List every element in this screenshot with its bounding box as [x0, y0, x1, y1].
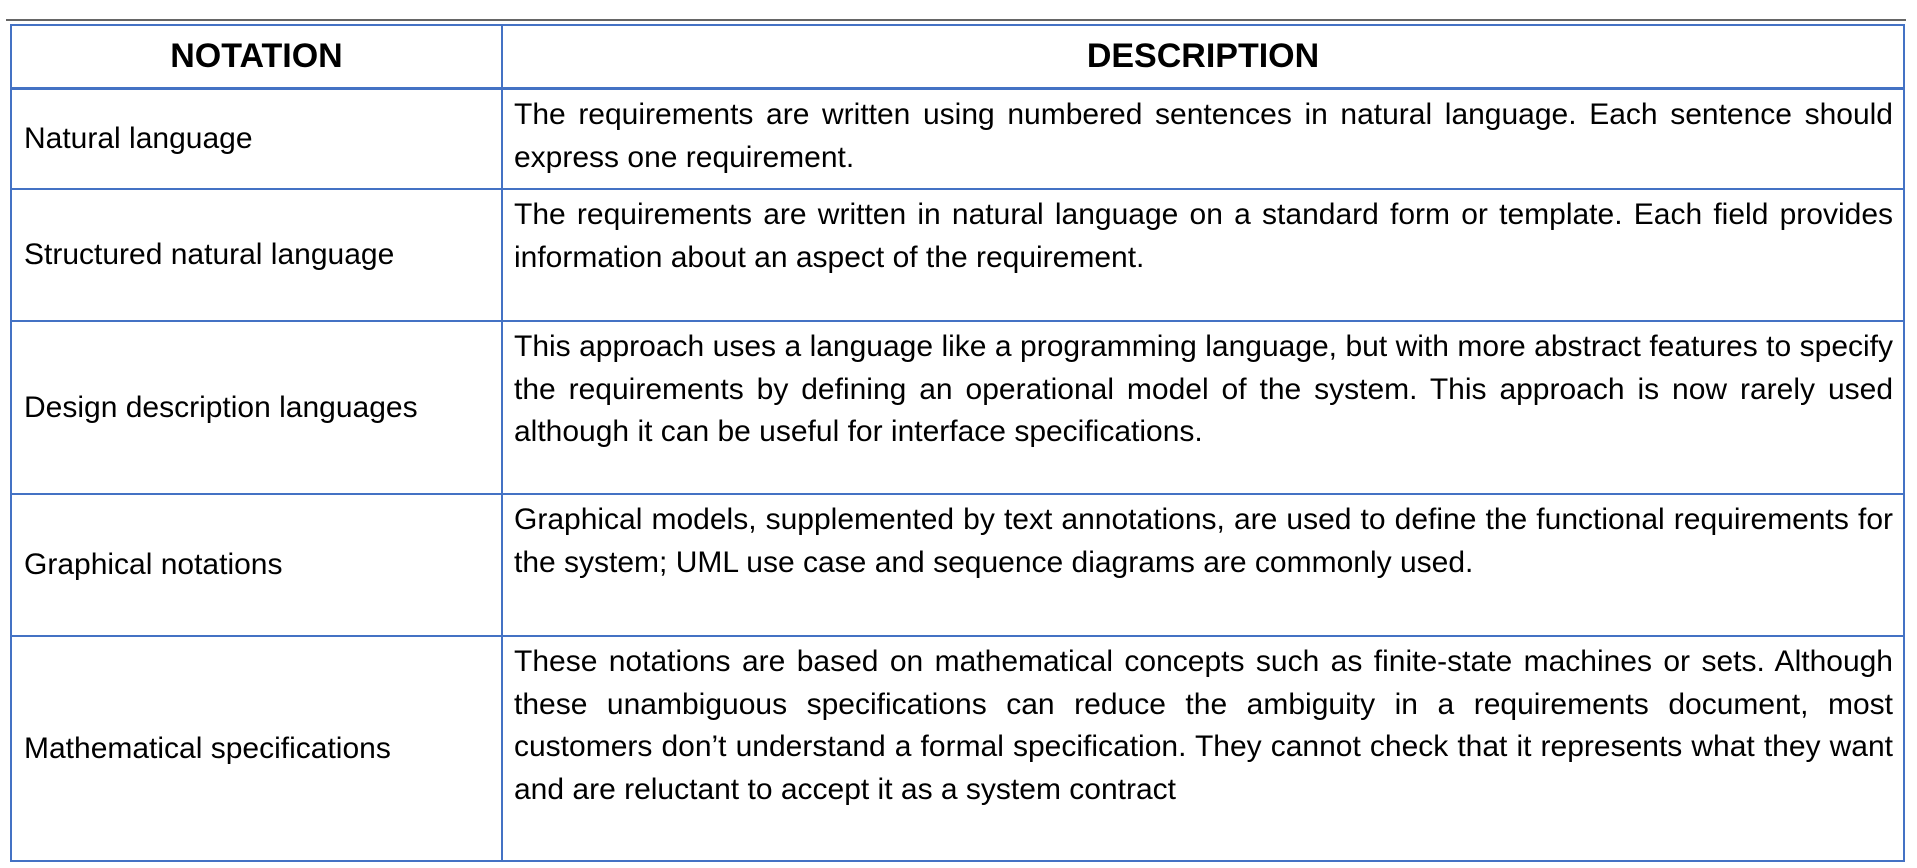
notation-table	[10, 24, 1905, 862]
notation-cell: Structured natural language	[12, 190, 503, 320]
description-cell: This approach uses a language like a programming language, but with more abstract features to specify the requirements by defining an operational model of the system. This approach is now rarely used although it can be useful for interface specifications.	[514, 330, 1893, 448]
table-row	[12, 190, 1903, 322]
description-cell: The requirements are written in natural language on a standard form or template. Each field provides information about an aspect of the requirement.	[514, 198, 1893, 274]
top-rule-divider	[6, 19, 1906, 21]
description-cell: The requirements are written using numbered sentences in natural language. Each sentence should express one requirement.	[514, 98, 1893, 174]
notation-cell: Mathematical specifications	[12, 637, 503, 860]
table-row	[12, 322, 1903, 495]
description-cell: Graphical models, supplemented by text annotations, are used to define the functional requirements for the system; UML use case and sequence diagrams are commonly used.	[514, 503, 1893, 579]
table-row	[12, 637, 1903, 860]
header-notation: NOTATION	[12, 26, 503, 87]
table-row	[12, 90, 1903, 190]
table-header-row	[12, 26, 1903, 90]
notation-cell: Graphical notations	[12, 495, 503, 635]
header-description: DESCRIPTION	[1086, 37, 1320, 76]
notation-cell: Design description languages	[12, 322, 503, 493]
table-row	[12, 495, 1903, 637]
description-cell: These notations are based on mathematical concepts such as finite-state machines or sets. Although these unambiguous specifications can reduce the ambiguity in a requirements document, most customers don’t understand a formal specification. They cannot check that it represents what they want and are reluctant to accept it as a system contract	[514, 645, 1893, 806]
notation-cell: Natural language	[12, 90, 503, 188]
